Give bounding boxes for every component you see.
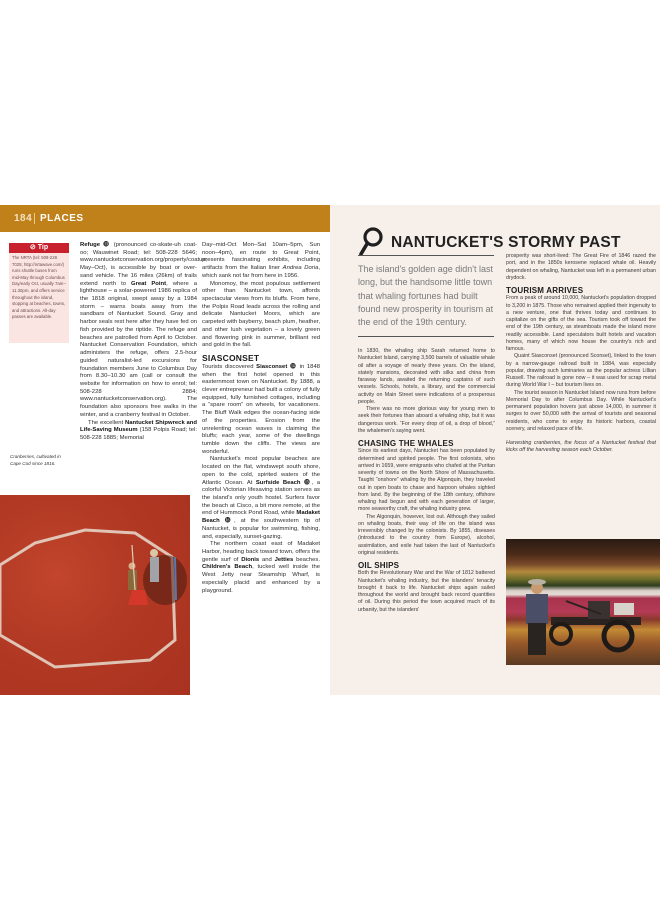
section-heading: TOURISM ARRIVES: [506, 286, 584, 295]
text: , which sank not far from here in 1956.: [202, 265, 320, 279]
place-name: Children's Beach: [202, 564, 253, 571]
map-marker-icon: ⓯: [303, 479, 312, 486]
magnifying-glass-icon: [358, 227, 384, 257]
text: , a colorful Victorian lifesaving station serves as the island's only youth hostel. Surfers favor the beach at Cisco, a bit more remote, at the end of Hummock Pond Road, while: [202, 479, 320, 517]
paragraph: Since its earliest days, Nantucket has been populated by determined and spirited people. The first colonists, who arrived in 1659, were emigrants who chafed at the Puritan severity of towns on the North Shore of Massachusetts. Taught “onshore” whaling by the Algonquin, they traveled out in open boats to chase and harpoon whales sighted from land. By the beginning of the 18th century, offshore whaling had begun and with each generation of larger, more seaworthy craft, the whaling industry grew.: [358, 448, 495, 513]
paragraph: The tourist season in Nantucket Island now runs from before Memorial Day to after Columbus Day. While Nantucket's permanent population hovers just above 14,000, in summer it surges to over 50,000 with the arrival of tourists and seasonal residents, who come to enjoy its historic harbors, coastal scenery, and relaxed pace of life.: [506, 389, 656, 432]
book-spread: [0, 205, 660, 695]
text: Nantucket's most popular beaches are located on the flat, windswept south shore, open to the cold, spirited waters of the Atlantic Ocean. At: [202, 456, 320, 486]
text-column-2: [202, 242, 320, 595]
paragraph: prosperity was short-lived: The Great Fire of 1846 razed the port, and in the 1850s kerosene replaced whale oil. Heavily dependent on whaling, Nantucket was left in a permanent urban drydock.: [506, 253, 656, 281]
page-number: 184: [14, 213, 33, 224]
text: , tucked well inside the West Jetty near Steamship Wharf, is especially placid and enhanced by a playground.: [202, 564, 320, 594]
map-marker-icon: ⓭: [103, 242, 111, 248]
map-marker-icon: ⓮: [289, 363, 297, 370]
text: , where a lighthouse – a solar-powered 1986 replica of the 1818 original, swept away by a 1984 storm – warns boats away from the sandbars of Nantucket Sound. Gray and harbor seals rest here after they have fed on fish provided by the riptide. The refuge and beaches are patrolled from April to October. Nantucket Conservation Foundation, which administers the refuge, offers 2.5-hour guided naturalist-led excursions for foundation members June to Columbus Day from 8.30–10.30 am (call or consult the website for information on how to enrol; tel: 508-228 2884; www.nantucketconservation.org). The foundation also sponsors free walks in the winter, and a cranberry festival in October.: [80, 280, 198, 418]
text: (pronounced co-skate-uh coat-oo; Wauwinet Road; tel: 508-228 5646; www.nantucketconservation.org/property/coatue; May–Oct), is accessible by boat or over-sand vehicle. The 16 miles (26km) of trails extend north to: [80, 242, 208, 287]
ship-name: Andrea Doria: [282, 265, 319, 272]
paragraph: [202, 364, 320, 457]
feature-title: NANTUCKET'S STORMY PAST: [391, 234, 621, 251]
paragraph: [202, 242, 320, 281]
paragraph: Monomoy, the most populous settlement other than Nantucket town, affords spectacular views from its bluffs. From here, the Polpis Road leads across the rolling and delicate Nantucket Moors, which are carpeted with bayberry, beach plum, heather, and other lush vegetation – a lovely green and flowering pink in summer, brilliant red and gold in the fall.: [202, 280, 320, 349]
pull-quote: The island's golden age didn't last long, but the handsome little town that whaling fortunes had built found new prosperity in tourism at the end of the 19th century.: [358, 255, 494, 337]
feature-column-1: [358, 348, 495, 614]
paragraph: There was no more glorious way for young men to seek their fortunes than aboard a whaling ship, but it was dangerous work. “For every drop of oil, a drop of blood,” the whalemen's saying went.: [358, 406, 495, 434]
photo-caption: Cranberries, cultivated in Cape Cod since 1816.: [10, 454, 61, 466]
left-page: [0, 205, 330, 695]
section-name: PLACES: [40, 213, 84, 224]
cranberry-bog-illustration: [0, 495, 190, 695]
text: beaches.: [293, 556, 321, 563]
paragraph: [80, 242, 208, 420]
harvester-illustration: [506, 539, 660, 665]
place-name: Jetties: [274, 556, 294, 563]
paragraph: [80, 420, 197, 443]
text: and: [259, 556, 275, 563]
feature-column-2: [506, 253, 656, 455]
place-name: Refuge: [80, 242, 100, 248]
tip-box: [9, 243, 69, 343]
paragraph: From a peak of around 10,000, Nantucket's population dropped to 3,200 in 1875. Those who remained applied their ingenuity to a new venture, one that thrives today and continues to capitalize on the gifts of the sea. Tourism took off toward the end of the 19th century, as steamboats made the island more readily accessible. Land speculators built hotels and vacation homes, many of which now house the country's rich and famous.: [506, 295, 656, 352]
right-page: [330, 205, 660, 695]
place-name: Madaket Beach: [202, 510, 320, 525]
map-marker-icon: ⓰: [224, 518, 234, 525]
text: Day–mid-Oct Mon–Sat 10am–5pm, Sun noon–4pm), en route to Great Point, presents fascinating exhibits, including artifacts from the Italian liner: [202, 242, 320, 272]
paragraph: [202, 541, 320, 595]
cranberry-harvest-photo: [506, 539, 660, 665]
section-heading: CHASING THE WHALES: [358, 439, 454, 448]
tip-title: Tip: [37, 244, 49, 251]
section-heading: SIASCONSET: [202, 353, 260, 364]
place-name: Siasconset: [256, 363, 288, 370]
place-name: Nantucket Shipwreck and Life-Saving Museum: [80, 419, 197, 434]
text: The northern coast east of Madaket Harbor, heading back toward town, offers the gentle surf of: [202, 541, 320, 563]
place-name: Great Point: [130, 280, 167, 287]
tip-header: [9, 243, 69, 253]
photo-caption: Harvesting cranberries, the focus of a Nantucket festival that kicks off the harvesting season each October.: [506, 440, 656, 454]
section-heading: OIL SHIPS: [358, 561, 400, 570]
text-column-1: [80, 242, 208, 443]
text: The excellent: [88, 419, 125, 426]
tip-circle-icon: ⊘: [29, 244, 38, 251]
text: in 1848 when the first hotel opened in this easternmost town on Nantucket. By 1888, a clever entrepreneur had built a colony of fully equipped, fully furnished cottages, including a “spare room” on wheels, for vacationers. The Bluff Walk edges the ocean-facing side of the properties. Erosion from the unrelenting ocean waves is claiming the bluffs; each year, some of the dwellings tumble down the cliffs. The views are wonderful.: [202, 363, 321, 455]
paragraph: The Algonquin, however, lost out. Although they sailed on whaling boats, their way of life on the island was irreversibly changed by the colonists. By 1855, diseases (introduced to the country from Europe), alcohol, assimilation, and exile had taken the last of Nantucket's original residents.: [358, 513, 495, 556]
paragraph: [202, 456, 320, 541]
text: Tourists discovered: [202, 363, 257, 370]
paragraph: Both the Revolutionary War and the War of 1812 battered Nantucket's whaling industry, but the islanders' tenacity brought it back to life. Nantucket ships again sailed throughout the world and brought back record quantities of oil. During this period the town acquired much of its urbanity, but the islanders': [358, 570, 495, 613]
paragraph: Quaint Siasconset (pronounced Sconset), linked to the town by a narrow-gauge railroad built in 1884, was especially popular, drawing such luminaries as the popular actress Lillian Russell. The railroad is gone now – it was used for scrap metal during World War I – but tourism lives on.: [506, 353, 656, 389]
header-divider: [34, 213, 35, 224]
place-name: Surfside Beach: [255, 479, 301, 486]
place-name: Dionis: [241, 556, 260, 563]
text: , at the southwestern tip of Nantucket, is popular for swimming, fishing, and, especially, sunset-gazing.: [202, 518, 321, 540]
paragraph: In 1830, the whaling ship Sarah returned home to Nantucket Island, carrying 3,500 barrels of valuable whale oil after a voyage of nearly three years. On the island, stately mansions, decorated with silks and china from faraway lands, awaited the returning captains of such vessels. Schools, hotels, a library, and the commercial activity on Main Street were indications of a prosperous people.: [358, 348, 495, 405]
running-header: [0, 205, 330, 232]
text: (158 Polpis Road; tel: 508-228 1885; Memorial: [80, 427, 197, 441]
cranberry-bog-photo: [0, 495, 190, 695]
tip-body: The NRTA (tel: 508-228 7025; http://nrtawave.com/) runs shuttle buses from mid-May through Columbus Day/early Oct, usually 7am–11.30pm, and offers service throughout the island, stopping at beaches, towns, and attractions. All-day passes are available.: [12, 255, 66, 320]
